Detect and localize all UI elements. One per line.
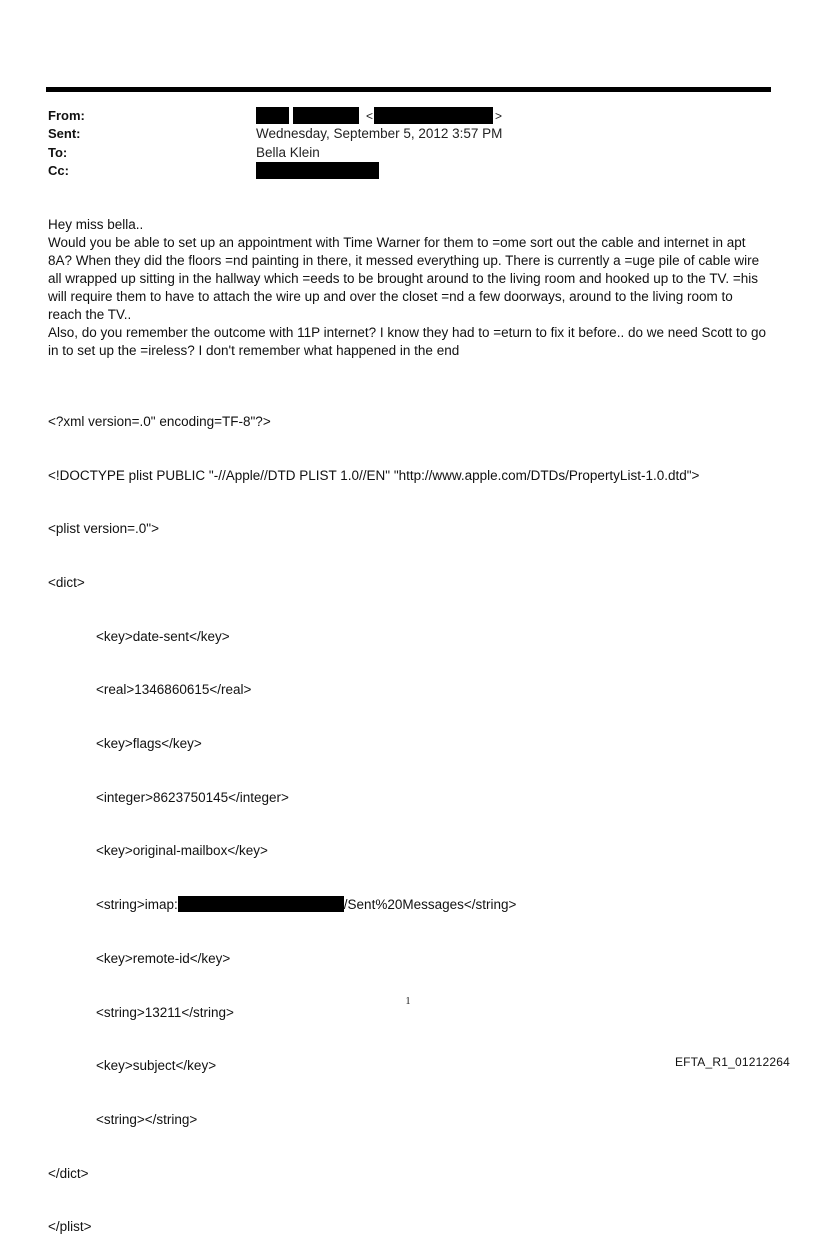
xml-doctype: <!DOCTYPE plist PUBLIC "-//Apple//DTD PLIST 1.0//EN" "http://www.apple.com/DTDs/PropertyList-1.0.dtd"> xyxy=(48,467,700,483)
xml-integer-value: <integer>8623750145</integer> xyxy=(96,789,289,805)
xml-declaration: <?xml version=.0" encoding=TF-8"?> xyxy=(48,413,271,429)
redacted-from-first-name xyxy=(256,107,289,124)
sent-value: Wednesday, September 5, 2012 3:57 PM xyxy=(256,126,503,141)
xml-real-value: <real>1346860615</real> xyxy=(96,682,252,698)
sent-label: Sent: xyxy=(48,126,81,141)
xml-key-original-mailbox: <key>original-mailbox</key> xyxy=(96,843,268,859)
to-label: To: xyxy=(48,145,68,160)
redacted-from-last-name xyxy=(293,107,359,124)
xml-key-subject: <key>subject</key> xyxy=(96,1058,217,1074)
xml-dict-close: </dict> xyxy=(48,1165,89,1181)
body-paragraph-2: Also, do you remember the outcome with 11P internet? I know they had to =eturn to fix it before.. do we need Scott to go in to set up the =ireless? I don't remember what happened in the end xyxy=(48,325,767,358)
xml-key-remote-id: <key>remote-id</key> xyxy=(96,950,231,966)
redacted-imap-account xyxy=(178,896,344,912)
redacted-cc xyxy=(256,162,379,179)
from-email-open-bracket: < xyxy=(366,109,374,123)
cc-label: Cc: xyxy=(48,163,69,178)
to-value: Bella Klein xyxy=(256,145,320,160)
xml-imap-prefix: <string>imap: xyxy=(96,897,178,913)
greeting: Hey miss bella.. xyxy=(48,217,144,232)
xml-plist-close: </plist> xyxy=(48,1219,92,1235)
page-number: 1 xyxy=(405,996,411,1007)
document-id: EFTA_R1_01212264 xyxy=(674,1055,790,1069)
body-paragraph-1: Would you be able to set up an appointment with Time Warner for them to =ome sort out the cable and internet in apt 8A? When they did the floors =nd painting in there, it messed everything up. There is currently a =uge pile of cable wire all wrapped up sitting in the hallway which =eeds to be brought around to the living room and hooked up to the TV. =his will require them to have to attach the wire up and over the closet =nd a few doorways, around to the living room to reach the TV.. xyxy=(48,235,760,322)
xml-string-remote-id: <string>13211</string> xyxy=(96,1004,234,1020)
redacted-from-email xyxy=(374,107,493,124)
plist-metadata xyxy=(48,377,699,1254)
xml-string-subject: <string></string> xyxy=(96,1111,198,1127)
xml-string-imap xyxy=(48,896,699,914)
header-rule xyxy=(46,87,771,92)
xml-dict-open: <dict> xyxy=(48,574,85,590)
message-body xyxy=(48,216,770,360)
from-email-close-bracket: > xyxy=(495,109,503,123)
xml-key-date-sent: <key>date-sent</key> xyxy=(96,628,230,644)
xml-key-flags: <key>flags</key> xyxy=(96,736,202,752)
xml-imap-suffix: /Sent%20Messages</string> xyxy=(343,897,517,913)
from-label: From: xyxy=(48,108,85,123)
xml-plist-open: <plist version=.0"> xyxy=(48,521,159,537)
